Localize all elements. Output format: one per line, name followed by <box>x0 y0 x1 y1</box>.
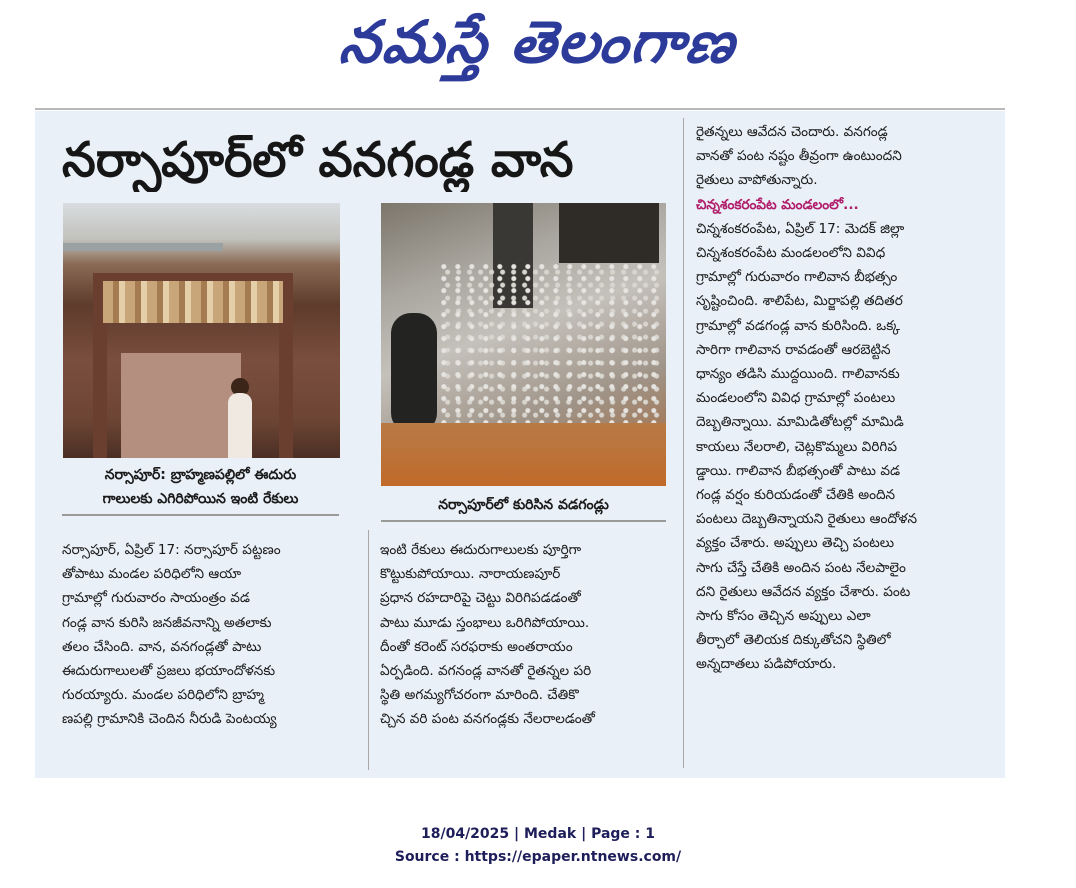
text-line: నర్సాపూర్‌, ఏప్రిల్‌ 17: నర్సాపూర్‌ పట్టణం <box>62 542 281 558</box>
text-line: ఏర్పడింది. వగనండ్ల వానతో రైతన్నల పరి <box>380 663 592 680</box>
text-line: కాయలు నేలరాలి, చెట్లకొమ్మలు విరిగిప <box>696 438 897 455</box>
text-line: గ్రామాల్లో గురువారం గాలివాన బీభత్సం <box>696 269 898 286</box>
text-line: తీర్చాలో తెలియక దిక్కుతోచని స్థితిలో <box>696 632 891 649</box>
article-headline: నర్సాపూర్‌లో వనగండ్ల వాన <box>62 132 574 188</box>
text-line: ఈదురుగాలులతో ప్రజలు భయాందోళనకు <box>62 663 276 680</box>
photo-blown-roof <box>63 203 340 458</box>
text-line: సారిగా గాలివాన రావడంతో ఆరబెట్టిన <box>696 341 891 358</box>
photo-pipe <box>63 243 223 251</box>
photo-hail <box>441 263 661 433</box>
photo-interior <box>121 353 241 458</box>
text-line: వ్యక్తం చేశారు. అప్పులు తెచ్చి పంటలు <box>696 535 895 552</box>
photo1-caption <box>62 463 339 516</box>
masthead <box>0 0 1076 100</box>
section-subheading: చిన్నశంకరంపేట మండలంలో... <box>696 196 859 213</box>
text-line: చిన్నశంకరంపేట, ఏప్రిల్‌ 17: మెదక్‌ జిల్లా <box>696 220 905 237</box>
column-divider <box>683 118 684 768</box>
photo-torn-roof <box>103 281 283 323</box>
text-line: గురయ్యారు. మండల పరిధిలోని బ్రాహ్మ <box>62 687 264 704</box>
footer-date-edition: 18/04/2025 | Medak | Page : 1 <box>420 826 656 842</box>
caption-line: నర్సాపూర్‌: బ్రాహ్మణపల్లిలో ఈదురు <box>104 467 297 483</box>
text-line: దెబ్బతిన్నాయి. మామిడితోటల్లో మామిడి <box>696 414 904 431</box>
text-line: సృష్టించింది. శాలిపేట, మిర్జాపల్లి తదితర <box>696 293 903 310</box>
text-line: తోపాటు మండల పరిధిలోని ఆయా <box>62 566 242 583</box>
text-line: గండ్ల వర్షం కురియడంతో చేతికి అందిన <box>696 487 896 504</box>
caption-line: గాలులకు ఎగిరిపోయిన ఇంటి రేకులు <box>102 491 299 507</box>
text-line: దీంతో కరెంట్‌ సరఫరాకు అంతరాయం <box>380 638 573 655</box>
photo-tyre <box>391 313 437 433</box>
article-column-2 <box>380 538 668 732</box>
article-column-1 <box>62 538 354 732</box>
text-line: రైతన్నలు ఆవేదన చెందారు. వనగండ్ల <box>696 124 888 140</box>
text-line: ఇంటి రేకులు ఈదురుగాలులకు పూర్తిగా <box>380 542 582 558</box>
text-line: వానతో పంట నష్టం తీవ్రంగా ఉంటుందని <box>696 148 902 165</box>
text-line: తలం చేసింది. వాన, వనగండ్లతో పాటు <box>62 638 262 655</box>
text-line: చ్చిన వరి పంట వనగండ్లకు నేలరాలడంతో <box>380 711 595 728</box>
column-divider <box>368 530 369 770</box>
text-line: కొట్టుకుపోయాయి. నారాయణపూర్‌ <box>380 566 561 583</box>
photo-box <box>559 203 659 263</box>
photo-person <box>228 393 252 458</box>
text-line: దని రైతులు ఆవేదన వ్యక్తం చేశారు. పంట <box>696 583 911 600</box>
text-line: రైతులు వాపోతున్నారు. <box>696 172 818 189</box>
article-column-3 <box>696 120 984 677</box>
text-line: ప్రధాన రహదారిపై చెట్టు విరిగిపడడంతో <box>380 590 581 607</box>
newspaper-logo: నమస్తే తెలంగాణ <box>336 8 740 76</box>
text-line: పాటు మూడు స్తంభాలు ఒరిగిపోయాయి. <box>380 614 590 631</box>
text-line: గ్రామాల్లో వడగండ్ల వాన కురిసింది. ఒక్క <box>696 317 900 334</box>
text-line: సాగు కోసం తెచ్చిన అప్పులు ఎలా <box>696 608 871 625</box>
text-line: ధాన్యం తడిసి ముద్దయింది. గాలివానకు <box>696 366 900 383</box>
photo2-caption <box>381 493 666 522</box>
text-line: స్థితి అగమ్యగోచరంగా మారింది. చేతికొ <box>380 687 579 704</box>
photo-hailstones <box>381 203 666 486</box>
caption-line: నర్సాపూర్‌లో కురిసిన వడగండ్లు <box>438 497 609 513</box>
text-line: పంటలు దెబ్బతిన్నాయని రైతులు ఆందోళన <box>696 511 917 528</box>
text-line: గ్రామాల్లో గురువారం సాయంత్రం వడ <box>62 590 250 607</box>
text-line: గండ్ల వాన కురిసి జనజీవనాన్ని అతలాకు <box>62 614 272 631</box>
masthead-divider <box>35 108 1005 110</box>
text-line: చిన్నశంకరంపేట మండలంలోని వివిధ <box>696 245 886 262</box>
text-line: ణపల్లి గ్రామానికి చెందిన నీరుడి పెంటయ్య <box>62 711 277 728</box>
text-line: మండలంలోని వివిధ గ్రామాల్లో పంటలు <box>696 390 896 407</box>
text-line: సాగు చేస్తే చేతికి అందిన పంట నేలపాలైం <box>696 559 906 576</box>
text-line: డ్డాయి. గాలివాన బీభత్సంతో పాటు వడ <box>696 462 901 479</box>
footer-source-link[interactable]: Source : https://epaper.ntnews.com/ <box>394 849 682 865</box>
photo-soil <box>381 423 666 486</box>
text-line: అన్నదాతలు పడిపోయారు. <box>696 656 837 673</box>
